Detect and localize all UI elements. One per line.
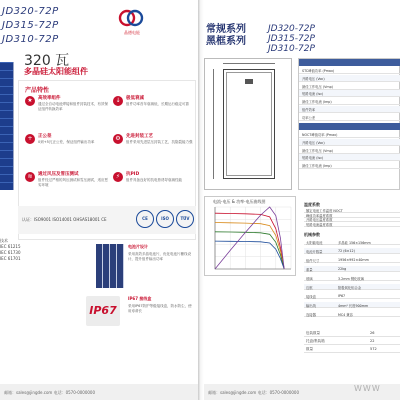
table-row <box>304 293 400 299</box>
feature-text: 0到+5瓦正公差，保证组件输出功率 <box>38 140 95 144</box>
temperature-title: 温度系数 <box>304 202 320 207</box>
model-label: JD320-72P <box>2 6 59 17</box>
cell-description: 采用高效多晶电池片，优化电池片栅线设计，提升组件输出功率 <box>128 252 191 261</box>
feature-text: 组件采用先进层压封装工艺，抗隐裂能力强 <box>126 140 193 144</box>
table-row <box>299 114 400 121</box>
chart-axes <box>215 207 291 269</box>
row-label: 包装数量 <box>306 331 320 335</box>
table-row <box>299 147 400 154</box>
row-value: 22 <box>370 339 375 343</box>
row-label: 组件效率 <box>302 108 316 112</box>
table-row <box>304 311 400 317</box>
certification-row <box>18 206 196 234</box>
row-value: 多晶硅 156×156mm <box>338 241 371 245</box>
packing-table <box>304 330 400 370</box>
feature-text: 组件功率首年衰减低，长期运行稳定可靠 <box>126 102 189 106</box>
row-label: 功率公差 <box>302 115 316 120</box>
table-row <box>299 162 400 169</box>
feature-item <box>113 133 197 163</box>
row-label: 开路电压温度系数 <box>306 218 333 222</box>
ip67-label: IP67 <box>86 296 120 326</box>
row-label: 电池片数量 <box>306 250 323 254</box>
table-row <box>299 75 400 82</box>
certification-text: 认证：ISO9001 ISO14001 OHSAS18001 CE <box>22 217 107 222</box>
series-name: 常规系列 <box>206 24 246 35</box>
feature-item <box>25 133 109 163</box>
spec-header <box>299 123 400 130</box>
note-line: IEC 61215 <box>0 244 21 249</box>
row-label: 额定电池工作温度 NOCT <box>306 209 343 213</box>
row-label: 连接器 <box>306 313 316 317</box>
row-label: 输出线 <box>306 304 316 308</box>
table-row <box>304 346 400 353</box>
product-subtitle: 多晶硅太阳能组件 <box>24 67 88 76</box>
height-dimension-line <box>213 69 214 179</box>
feature-item <box>113 171 197 201</box>
table-row <box>299 154 400 161</box>
series-names <box>206 24 266 48</box>
wind-icon: ≋ <box>25 172 35 182</box>
row-label: 数量 <box>306 347 313 351</box>
logo-icon <box>118 8 144 28</box>
row-label: 边框 <box>306 286 313 290</box>
ip-caption: IP67 接线盒 <box>128 296 152 301</box>
row-value: 3.2mm 钢化玻璃 <box>338 277 364 281</box>
row-value: 阳极氧化铝合金 <box>338 286 362 290</box>
row-label: 开路电压 (Voc) <box>302 76 325 81</box>
left-footer: 邮箱：sales@jingde.com 电话：0570-0000000 <box>0 384 198 400</box>
features-title: 产品特性 <box>25 87 50 94</box>
row-value: IP67 <box>338 294 346 298</box>
table-row <box>299 98 400 105</box>
row-value: 572 <box>370 347 377 351</box>
table-row <box>304 222 400 227</box>
row-label: NOCT峰值功率 (Pmax) <box>302 133 338 137</box>
note-line: 技术 <box>0 238 8 243</box>
left-page <box>0 0 198 400</box>
iso-badge-icon: ISO <box>156 210 174 228</box>
row-value: 72 (6×12) <box>338 249 355 253</box>
row-label: 组件尺寸 <box>306 259 320 263</box>
series-line-1 <box>215 223 284 270</box>
row-value: 22kg <box>338 267 347 271</box>
row-value: 26 <box>370 331 375 335</box>
table-row <box>304 338 400 345</box>
feature-title: 高效率组件 <box>38 96 61 101</box>
feature-title: 正公差 <box>38 134 52 139</box>
table-row <box>304 248 400 254</box>
model-label: JD310-72P <box>2 34 59 45</box>
row-label: 玻璃 <box>306 277 313 281</box>
logo-text: 晶德电能 <box>124 30 140 35</box>
row-label: 托盘/集装箱 <box>306 339 325 343</box>
dimension-drawing <box>204 58 292 190</box>
chart-title: 电流-电压 & 功率-电压曲线图 <box>213 199 266 204</box>
module-inner-outline <box>226 72 272 176</box>
feature-item <box>25 171 109 201</box>
series-line-4 <box>215 207 284 269</box>
efficiency-icon: ★ <box>25 96 35 106</box>
table-row <box>299 90 400 97</box>
feature-title: 极低衰减 <box>126 96 144 101</box>
process-icon: ⚙ <box>113 134 123 144</box>
standards-notes <box>0 238 80 262</box>
table-row <box>299 67 400 74</box>
feature-text: 通过全自动电池焊接和组件封装技术，有效保证组件转换效率 <box>38 102 108 111</box>
row-value: 1956×992×40mm <box>338 258 369 262</box>
model-label: JD315-72P <box>2 20 59 31</box>
tuv-badge-icon: TÜV <box>176 210 194 228</box>
temperature-table <box>304 202 400 226</box>
row-label: 峰值功率温度系数 <box>306 213 333 218</box>
row-label: 短路电流 (Isc) <box>302 156 324 161</box>
row-label: 开路电压 (Voc) <box>302 140 325 145</box>
model-label: JD315-72P <box>268 34 315 44</box>
iv-chart <box>204 196 296 276</box>
row-label: STC峰值功率 (Pmax) <box>302 69 335 73</box>
table-row <box>304 284 400 290</box>
feature-title: 通过风压及雪压测试 <box>38 172 79 177</box>
spec-header <box>299 59 400 66</box>
power-title: 320 瓦 <box>24 53 70 69</box>
row-label: 短路电流温度系数 <box>306 222 333 227</box>
series-models <box>268 24 315 54</box>
row-label: 最佳工作电压 (Vmp) <box>302 84 333 89</box>
brand-logo <box>112 8 152 40</box>
feature-item <box>113 95 197 125</box>
series-line-3 <box>215 241 284 269</box>
table-row <box>304 330 400 337</box>
table-row <box>299 83 400 90</box>
row-label: 最佳工作电压 (Vmp) <box>302 148 333 153</box>
series-name: 黑框系列 <box>206 36 246 47</box>
model-label: JD310-72P <box>268 44 315 54</box>
table-row <box>299 106 400 113</box>
right-footer: 邮箱：sales@jingde.com 电话：0570-0000000 <box>204 384 400 400</box>
row-label: 太阳能电池 <box>306 241 323 245</box>
model-label: JD320-72P <box>268 24 315 34</box>
table-row <box>304 275 400 281</box>
feature-title: 先进封装工艺 <box>126 134 153 139</box>
feature-text: 组件经过严格的风压测试和雪压测试，适应恶劣环境 <box>38 178 108 187</box>
table-row <box>299 139 400 146</box>
table-row <box>304 239 400 245</box>
ce-badge-icon: CE <box>136 210 154 228</box>
row-label: 最佳工作电流 (Imp) <box>302 164 332 169</box>
width-dimension-line <box>223 63 275 64</box>
series-line-2 <box>215 232 284 269</box>
right-page <box>204 0 400 400</box>
table-row <box>304 266 400 272</box>
row-label: 重量 <box>306 268 313 272</box>
mechanical-title: 机械参数 <box>304 232 320 237</box>
row-value: 4mm² 长度900mm <box>338 304 369 308</box>
tolerance-icon: + <box>25 134 35 144</box>
solar-panel-image <box>0 62 14 190</box>
junction-box <box>245 79 253 84</box>
feature-text: 组件具备良好的抗电势诱导衰减性能 <box>126 178 182 182</box>
mechanical-table <box>304 232 400 324</box>
feature-item <box>25 95 109 125</box>
solar-cell-image <box>96 244 124 288</box>
decay-icon: ↓ <box>113 96 123 106</box>
feature-title: 抗PID <box>126 172 140 177</box>
electrical-spec-table <box>298 58 400 190</box>
chart-plot <box>205 197 297 277</box>
ip-description: 采用IP67防护等级接线盒，防水防尘，使用寿命长 <box>128 304 192 313</box>
row-value: MC4 兼容 <box>338 313 353 317</box>
row-label: 短路电流 (Isc) <box>302 92 324 97</box>
watermark: WWW <box>354 384 381 393</box>
row-label: 最佳工作电流 (Imp) <box>302 100 332 105</box>
pid-icon: ⚡ <box>113 172 123 182</box>
note-line: IEC 61730 <box>0 250 21 255</box>
note-line: IEC 61701 <box>0 256 21 261</box>
table-row <box>304 257 400 263</box>
table-row <box>304 302 400 308</box>
table-row <box>299 131 400 138</box>
cell-caption: 电池片设计 <box>128 244 148 249</box>
row-label: 接线盒 <box>306 295 316 299</box>
